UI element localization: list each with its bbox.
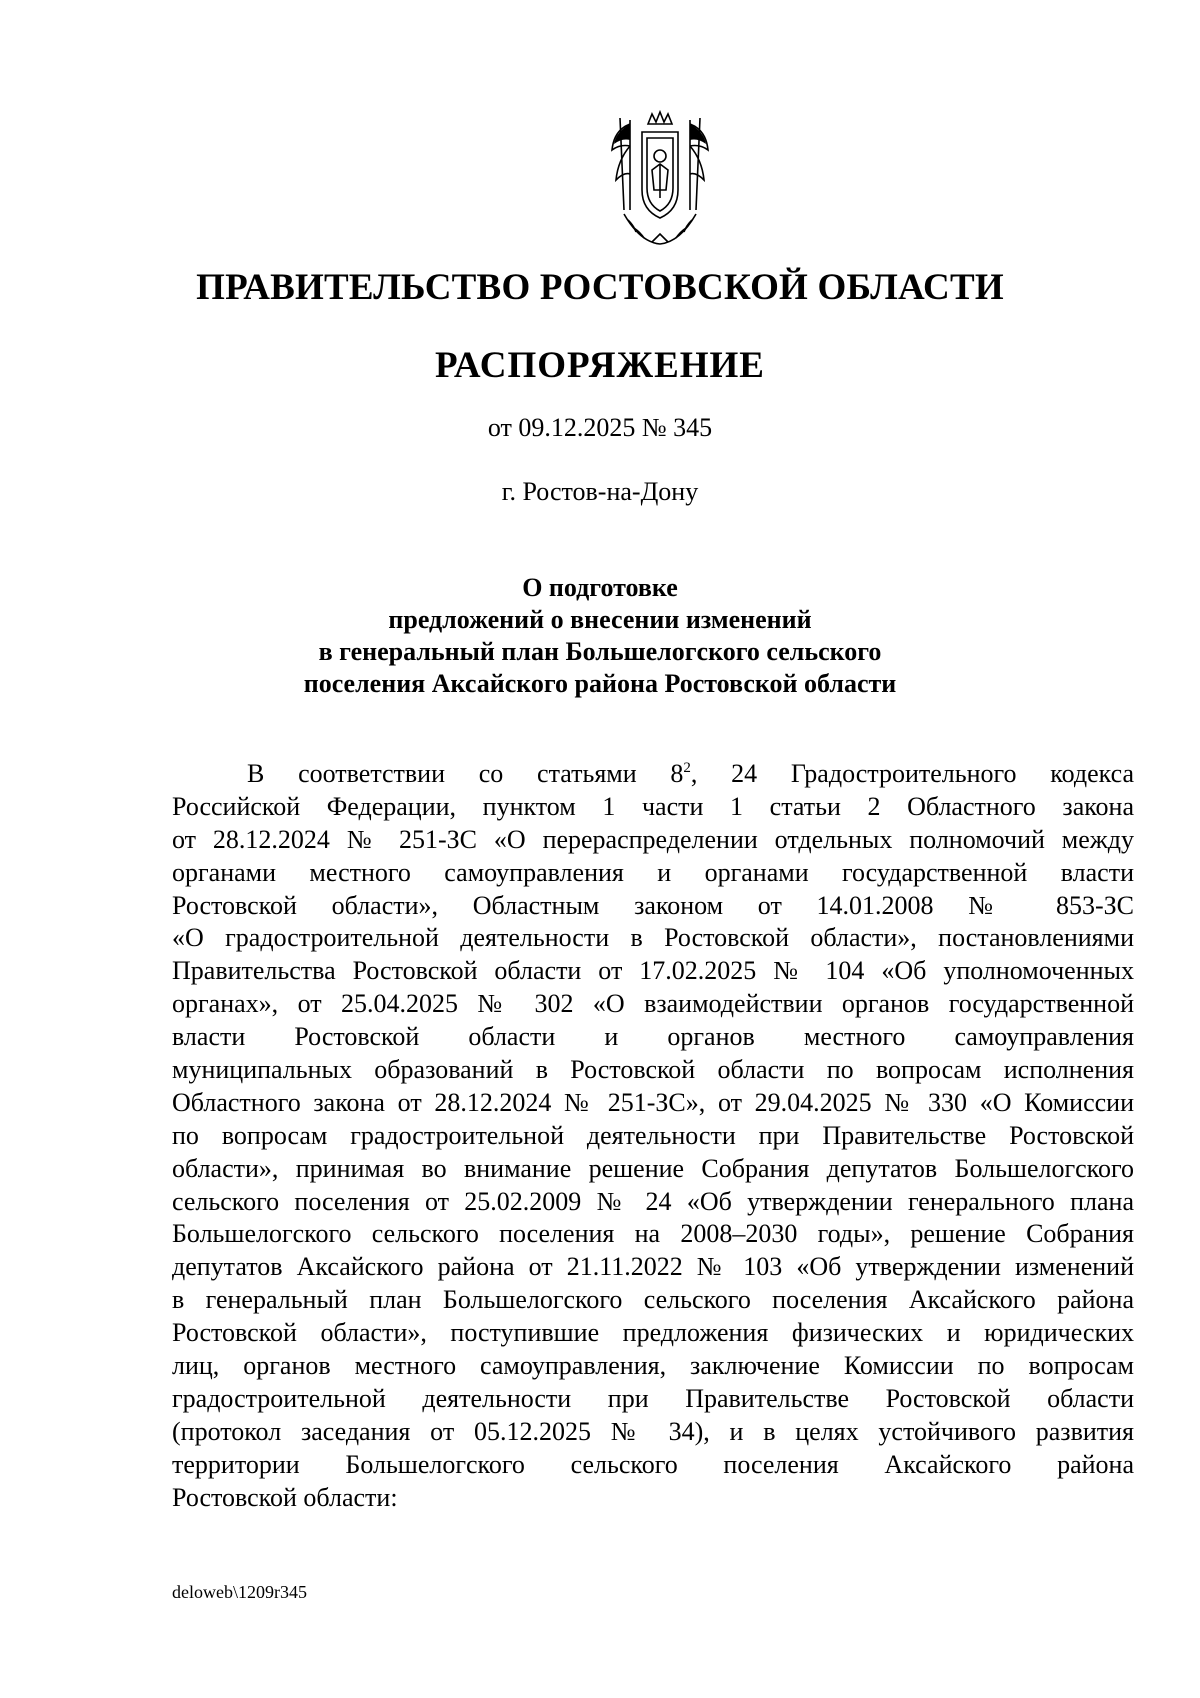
body-line: в генеральный план Большелогского сельского поселения Аксайского района	[172, 1285, 1134, 1315]
document-type: РАСПОРЯЖЕНИЕ	[434, 345, 765, 386]
subject-line: О подготовке	[522, 573, 678, 602]
body-line: сельского поселения от 25.02.2009 № 24 «Об утверждении генерального плана	[172, 1186, 1134, 1216]
body-line-first	[172, 758, 1134, 791]
body-line: (протокол заседания от 05.12.2025 № 34), и в целях устойчивого развития	[172, 1416, 1134, 1446]
document-body	[172, 758, 1134, 1514]
body-line: органах», от 25.04.2025 № 302 «О взаимодействии органов государственной	[172, 989, 1134, 1019]
subject-line: поселения Аксайского района Ростовской области	[303, 669, 897, 698]
body-line: по вопросам градостроительной деятельности при Правительстве Ростовской	[172, 1120, 1134, 1150]
body-line: градостроительной деятельности при Правительстве Ростовской области	[172, 1383, 1134, 1413]
body-line: области», принимая во внимание решение Собрания депутатов Большелогского	[172, 1153, 1134, 1183]
body-line: депутатов Аксайского района от 21.11.2022 № 103 «Об утверждении изменений	[172, 1252, 1134, 1282]
body-line: территории Большелогского сельского поселения Аксайского района	[172, 1449, 1134, 1479]
document-subject	[0, 572, 1200, 700]
body-line: от 28.12.2024 № 251-ЗС «О перераспределении отдельных полномочий между	[172, 824, 1134, 854]
body-text: В соответствии со статьями 8	[247, 759, 684, 788]
body-line: Российской Федерации, пунктом 1 части 1 статьи 2 Областного закона	[172, 791, 1134, 821]
body-line: Ростовской области», Областным законом от 14.01.2008 № 853-ЗС	[172, 890, 1134, 920]
body-line: «О градостроительной деятельности в Ростовской области», постановлениями	[172, 923, 1134, 953]
body-line-last: Ростовской области:	[172, 1482, 398, 1512]
footer-document-code: deloweb\1209r345	[172, 1582, 307, 1602]
body-line: муниципальных образований в Ростовской области по вопросам исполнения	[172, 1055, 1134, 1085]
body-line: Ростовской области», поступившие предложения физических и юридических	[172, 1318, 1134, 1348]
body-line: Большелогского сельского поселения на 2008–2030 годы», решение Собрания	[172, 1219, 1134, 1249]
body-line: органами местного самоуправления и органами государственной власти	[172, 857, 1134, 887]
body-line: лиц, органов местного самоуправления, заключение Комиссии по вопросам	[172, 1351, 1134, 1381]
body-line: власти Ростовской области и органов местного самоуправления	[172, 1022, 1134, 1052]
body-text: , 24 Градостроительного кодекса	[690, 759, 1134, 788]
organization-title: ПРАВИТЕЛЬСТВО РОСТОВСКОЙ ОБЛАСТИ	[196, 267, 1004, 308]
body-line: Областного закона от 28.12.2024 № 251-ЗС», от 29.04.2025 № 330 «О Комиссии	[172, 1087, 1134, 1117]
superscript: 2	[683, 760, 691, 776]
body-line: Правительства Ростовской области от 17.02.2025 № 104 «Об уполномоченных	[172, 956, 1134, 986]
document-city: г. Ростов-на-Дону	[501, 477, 699, 506]
coat-of-arms-icon	[600, 110, 720, 250]
subject-line: в генеральный план Большелогского сельского	[318, 637, 882, 666]
document-date-number: от 09.12.2025 № 345	[487, 413, 713, 442]
subject-line: предложений о внесении изменений	[388, 605, 812, 634]
